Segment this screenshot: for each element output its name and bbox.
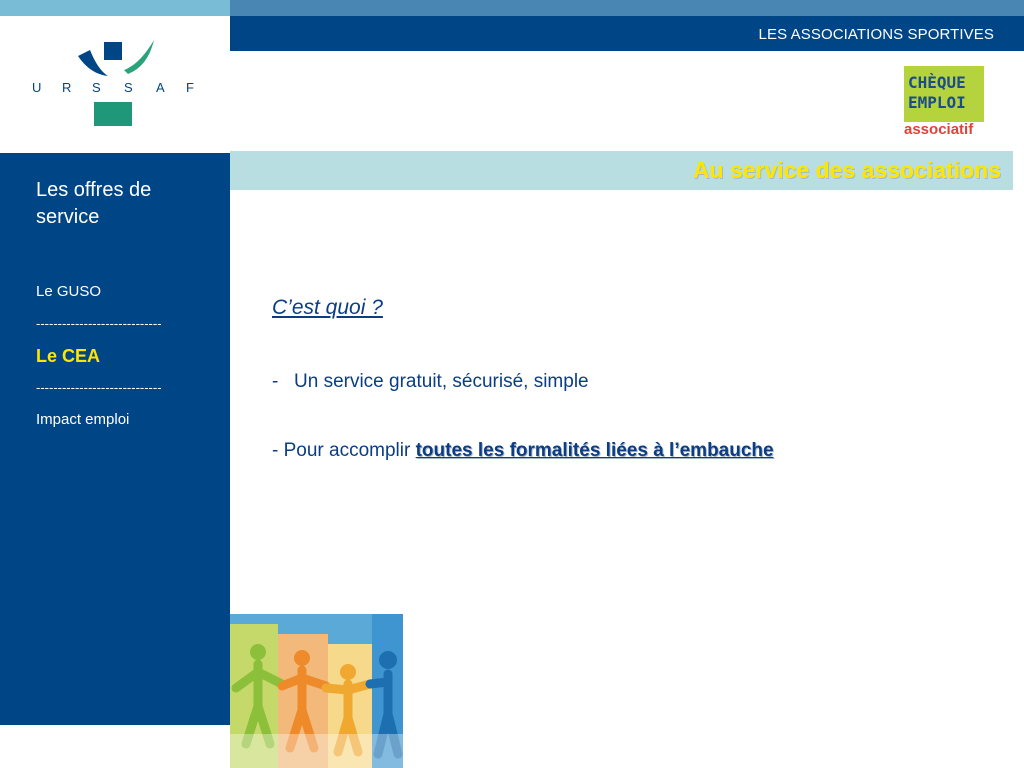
urssaf-letter: S [92,80,101,95]
cheque-emploi-associatif-logo [902,66,988,140]
bullet-item [272,371,589,393]
top-strip-right [230,0,1024,16]
cheque-line1: CHÈQUE [908,73,966,92]
main-heading: C’est quoi ? [272,296,383,319]
bullet-dash: - [272,371,279,392]
sidebar-divider: ----------------------------- [36,380,162,395]
bullet-item [272,440,774,462]
urssaf-letter: F [186,80,194,95]
sidebar [0,153,230,725]
people-illustration [230,614,403,768]
urssaf-letter: U [32,80,42,95]
cheque-line3: associatif [904,121,974,138]
header-bar [230,16,1024,51]
sidebar-title: Les offres de service [36,179,152,228]
sidebar-divider: ----------------------------- [36,316,162,331]
bullet-text: - Pour accomplir [272,440,416,461]
urssaf-letter: R [62,80,72,95]
top-strip-left [0,0,230,16]
urssaf-logo [28,36,208,132]
cheque-line2: EMPLOI [908,93,966,112]
header-title: LES ASSOCIATIONS SPORTIVES [758,26,994,43]
sidebar-item-impact-emploi[interactable]: Impact emploi [36,411,130,428]
urssaf-letter: S [124,80,133,95]
urssaf-letter: A [156,80,165,95]
subtitle-bar [230,151,1013,190]
sidebar-item-guso[interactable]: Le GUSO [36,283,102,300]
bullet-emphasis: toutes les formalités liées à l’embauche [415,440,774,461]
bullet-text: Un service gratuit, sécurisé, simple [294,371,589,392]
sidebar-item-cea[interactable]: Le CEA [36,346,101,366]
section-subtitle: Au service des associations [692,157,1001,183]
